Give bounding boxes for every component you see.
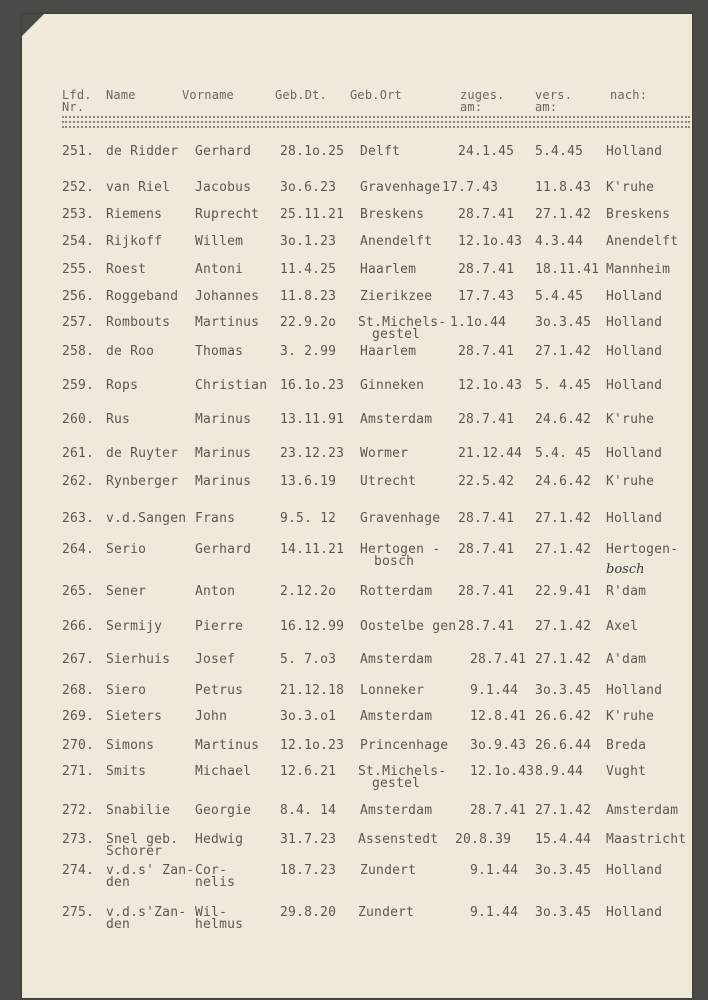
- row-number: 256.: [62, 289, 95, 304]
- row-vorname: nelis: [195, 875, 236, 890]
- row-number: 258.: [62, 344, 95, 359]
- row-destination: Breskens: [606, 207, 671, 222]
- header-zuges: zuges.: [460, 88, 505, 102]
- row-number: 275.: [62, 905, 95, 920]
- row-birth-date: 3o.3.o1: [280, 709, 337, 724]
- row-vorname: helmus: [195, 917, 244, 932]
- row-transferred: 27.1.42: [535, 344, 592, 359]
- row-transferred: 27.1.42: [535, 652, 592, 667]
- row-name: Schorer: [106, 844, 163, 859]
- row-transferred: 15.4.44: [535, 832, 592, 847]
- row-arrived: 20.8.39: [455, 832, 512, 847]
- row-destination: Holland: [606, 144, 663, 159]
- row-name: v.d.s' Zan-: [106, 863, 195, 878]
- header-name: Name: [106, 88, 136, 102]
- row-arrived: 22.5.42: [458, 474, 515, 489]
- row-number: 257.: [62, 315, 95, 330]
- row-transferred: 5.4. 45: [535, 446, 592, 461]
- row-arrived: 1.1o.44: [450, 315, 507, 330]
- row-destination: K'ruhe: [606, 180, 655, 195]
- row-arrived: 9.1.44: [470, 905, 519, 920]
- row-destination: Mannheim: [606, 262, 671, 277]
- row-vorname: Hedwig: [195, 832, 244, 847]
- row-destination: Breda: [606, 738, 647, 753]
- row-name: v.d.Sangen: [106, 511, 187, 526]
- row-arrived: 9.1.44: [470, 683, 519, 698]
- row-birth-place: Breskens: [360, 207, 425, 222]
- row-arrived: 3o.9.43: [470, 738, 527, 753]
- row-transferred: 26.6.44: [535, 738, 592, 753]
- row-birth-place: Amsterdam: [360, 803, 433, 818]
- row-destination: Vught: [606, 764, 647, 779]
- row-birth-date: 14.11.21: [280, 542, 345, 557]
- row-transferred: 27.1.42: [535, 511, 592, 526]
- row-birth-date: 3o.6.23: [280, 180, 337, 195]
- row-birth-date: 22.9.2o: [280, 315, 337, 330]
- row-arrived: 28.7.41: [458, 542, 515, 557]
- folded-corner: [22, 14, 44, 36]
- row-transferred: 3o.3.45: [535, 683, 592, 698]
- row-name: Rijkoff: [106, 234, 163, 249]
- row-birth-place: gestel: [372, 327, 421, 342]
- row-vorname: Josef: [195, 652, 236, 667]
- row-birth-place: Amsterdam: [360, 709, 433, 724]
- row-destination: A'dam: [606, 652, 647, 667]
- row-transferred: 27.1.42: [535, 803, 592, 818]
- row-destination: Holland: [606, 344, 663, 359]
- row-transferred: 4.3.44: [535, 234, 584, 249]
- header-vorname: Vorname: [182, 88, 234, 102]
- row-arrived: 28.7.41: [458, 619, 515, 634]
- row-number: 253.: [62, 207, 95, 222]
- header-lfd: Lfd.: [62, 88, 92, 102]
- row-destination: Holland: [606, 863, 663, 878]
- row-destination: Holland: [606, 683, 663, 698]
- row-birth-date: 8.4. 14: [280, 803, 337, 818]
- row-birth-date: 31.7.23: [280, 832, 337, 847]
- row-vorname: Martinus: [195, 315, 260, 330]
- row-birth-date: 16.12.99: [280, 619, 345, 634]
- row-number: 274.: [62, 863, 95, 878]
- row-transferred: 11.8.43: [535, 180, 592, 195]
- row-name: Siero: [106, 683, 147, 698]
- row-birth-date: 9.5. 12: [280, 511, 337, 526]
- row-number: 267.: [62, 652, 95, 667]
- row-number: 272.: [62, 803, 95, 818]
- row-name: v.d.s'Zan-: [106, 905, 187, 920]
- row-name: Snel geb.: [106, 832, 179, 847]
- row-birth-place: bosch: [374, 554, 415, 569]
- row-transferred: 24.6.42: [535, 412, 592, 427]
- row-birth-date: 18.7.23: [280, 863, 337, 878]
- row-number: 254.: [62, 234, 95, 249]
- row-destination: Holland: [606, 378, 663, 393]
- row-transferred: 27.1.42: [535, 542, 592, 557]
- row-arrived: 24.1.45: [458, 144, 515, 159]
- row-birth-date: 28.1o.25: [280, 144, 345, 159]
- row-vorname: Marinus: [195, 412, 252, 427]
- row-transferred: 22.9.41: [535, 584, 592, 599]
- row-birth-place: Haarlem: [360, 262, 417, 277]
- row-name: Serio: [106, 542, 147, 557]
- row-destination: R'dam: [606, 584, 647, 599]
- row-destination: Axel: [606, 619, 639, 634]
- row-transferred: 5. 4.45: [535, 378, 592, 393]
- row-number: 263.: [62, 511, 95, 526]
- row-birth-place: St.Michels-: [358, 764, 447, 779]
- row-arrived: 12.1o.43: [458, 234, 523, 249]
- row-name: Rops: [106, 378, 139, 393]
- row-birth-place: Oostelbe gen: [360, 619, 457, 634]
- row-number: 252.: [62, 180, 95, 195]
- row-vorname: Gerhard: [195, 144, 252, 159]
- row-number: 273.: [62, 832, 95, 847]
- row-birth-place: Zierikzee: [360, 289, 433, 304]
- row-birth-place: Utrecht: [360, 474, 417, 489]
- row-destination: Holland: [606, 905, 663, 920]
- row-number: 268.: [62, 683, 95, 698]
- row-arrived: 12.1o.43: [470, 764, 535, 779]
- row-destination: Maastricht: [606, 832, 687, 847]
- row-vorname: Pierre: [195, 619, 244, 634]
- row-arrived: 12.1o.43: [458, 378, 523, 393]
- row-transferred: 5.4.45: [535, 289, 584, 304]
- row-birth-place: Rotterdam: [360, 584, 433, 599]
- row-name: de Roo: [106, 344, 155, 359]
- row-vorname: Michael: [195, 764, 252, 779]
- row-arrived: 28.7.41: [458, 511, 515, 526]
- row-transferred: 27.1.42: [535, 619, 592, 634]
- row-birth-place: Amsterdam: [360, 652, 433, 667]
- row-vorname: Petrus: [195, 683, 244, 698]
- row-name: den: [106, 917, 131, 932]
- row-number: 269.: [62, 709, 95, 724]
- row-vorname: John: [195, 709, 228, 724]
- row-arrived: 17.7.43: [458, 289, 515, 304]
- row-arrived: 12.8.41: [470, 709, 527, 724]
- row-vorname: Jacobus: [195, 180, 252, 195]
- row-vorname: Willem: [195, 234, 244, 249]
- row-destination: K'ruhe: [606, 474, 655, 489]
- row-birth-date: 21.12.18: [280, 683, 345, 698]
- row-name: de Ridder: [106, 144, 179, 159]
- row-number: 251.: [62, 144, 95, 159]
- row-destination: Holland: [606, 289, 663, 304]
- row-number: 264.: [62, 542, 95, 557]
- row-birth-place: Zundert: [360, 863, 417, 878]
- row-arrived: 9.1.44: [470, 863, 519, 878]
- handwritten-note: bosch: [606, 562, 645, 577]
- row-number: 255.: [62, 262, 95, 277]
- row-birth-date: 2.12.2o: [280, 584, 337, 599]
- row-arrived: 28.7.41: [458, 344, 515, 359]
- row-vorname: Marinus: [195, 474, 252, 489]
- row-vorname: Georgie: [195, 803, 252, 818]
- row-name: Riemens: [106, 207, 163, 222]
- row-arrived: 28.7.41: [458, 262, 515, 277]
- row-transferred: 3o.3.45: [535, 905, 592, 920]
- row-vorname: Wil-: [195, 905, 228, 920]
- row-transferred: 24.6.42: [535, 474, 592, 489]
- row-destination: Anendelft: [606, 234, 679, 249]
- row-destination: K'ruhe: [606, 709, 655, 724]
- row-number: 259.: [62, 378, 95, 393]
- row-arrived: 28.7.41: [458, 584, 515, 599]
- row-arrived: 28.7.41: [458, 412, 515, 427]
- row-birth-place: Gravenhage: [360, 511, 441, 526]
- header-rule: [62, 126, 690, 128]
- row-arrived: 28.7.41: [458, 207, 515, 222]
- row-birth-place: Wormer: [360, 446, 409, 461]
- row-birth-place: Princenhage: [360, 738, 449, 753]
- row-name: Rynberger: [106, 474, 179, 489]
- row-vorname: Thomas: [195, 344, 244, 359]
- row-transferred: 3o.3.45: [535, 863, 592, 878]
- row-destination: Hertogen-: [606, 542, 679, 557]
- row-destination: Holland: [606, 511, 663, 526]
- row-number: 265.: [62, 584, 95, 599]
- row-destination: K'ruhe: [606, 412, 655, 427]
- row-number: 260.: [62, 412, 95, 427]
- header-vers: vers.: [535, 88, 573, 102]
- row-name: Sermijy: [106, 619, 163, 634]
- row-birth-place: Amsterdam: [360, 412, 433, 427]
- header-geb-dt: Geb.Dt.: [275, 88, 327, 102]
- row-vorname: Ruprecht: [195, 207, 260, 222]
- row-name: Roest: [106, 262, 147, 277]
- header-rule: [62, 116, 690, 118]
- row-name: Rus: [106, 412, 131, 427]
- row-vorname: Martinus: [195, 738, 260, 753]
- row-birth-place: Anendelft: [360, 234, 433, 249]
- row-transferred: 8.9.44: [535, 764, 584, 779]
- row-birth-date: 23.12.23: [280, 446, 345, 461]
- row-vorname: Gerhard: [195, 542, 252, 557]
- row-transferred: 26.6.42: [535, 709, 592, 724]
- row-birth-date: 13.11.91: [280, 412, 345, 427]
- row-birth-date: 3. 2.99: [280, 344, 337, 359]
- row-name: Rombouts: [106, 315, 171, 330]
- row-birth-place: Gravenhage: [360, 180, 441, 195]
- row-name: Sieters: [106, 709, 163, 724]
- row-vorname: Christian: [195, 378, 268, 393]
- row-birth-place: gestel: [372, 776, 421, 791]
- row-destination: Holland: [606, 446, 663, 461]
- row-arrived: 21.12.44: [458, 446, 523, 461]
- row-transferred: 18.11.41: [535, 262, 600, 277]
- row-number: 271.: [62, 764, 95, 779]
- row-name: Sierhuis: [106, 652, 171, 667]
- row-birth-date: 13.6.19: [280, 474, 337, 489]
- row-name: van Riel: [106, 180, 171, 195]
- header-rule: [62, 121, 690, 123]
- row-name: den: [106, 875, 131, 890]
- row-transferred: 27.1.42: [535, 207, 592, 222]
- row-name: Snabilie: [106, 803, 171, 818]
- row-birth-place: Zundert: [358, 905, 415, 920]
- row-vorname: Marinus: [195, 446, 252, 461]
- row-arrived: 28.7.41: [470, 652, 527, 667]
- header-nach: nach:: [610, 88, 648, 102]
- row-birth-date: 25.11.21: [280, 207, 345, 222]
- row-birth-place: Lonneker: [360, 683, 425, 698]
- row-number: 270.: [62, 738, 95, 753]
- row-birth-date: 11.8.23: [280, 289, 337, 304]
- row-birth-place: St.Michels-: [358, 315, 447, 330]
- row-birth-date: 5. 7.o3: [280, 652, 337, 667]
- row-name: de Ruyter: [106, 446, 179, 461]
- row-name: Smits: [106, 764, 147, 779]
- row-transferred: 5.4.45: [535, 144, 584, 159]
- header-geb-ort: Geb.Ort: [350, 88, 402, 102]
- row-destination: Amsterdam: [606, 803, 679, 818]
- row-name: Sener: [106, 584, 147, 599]
- row-transferred: 3o.3.45: [535, 315, 592, 330]
- row-birth-place: Delft: [360, 144, 401, 159]
- row-birth-date: 12.6.21: [280, 764, 337, 779]
- row-vorname: Johannes: [195, 289, 260, 304]
- header-nr: Nr.: [62, 100, 85, 114]
- row-birth-place: Ginneken: [360, 378, 425, 393]
- row-vorname: Cor-: [195, 863, 228, 878]
- header-vers-am: am:: [535, 100, 558, 114]
- row-birth-place: Haarlem: [360, 344, 417, 359]
- row-name: Simons: [106, 738, 155, 753]
- row-vorname: Anton: [195, 584, 236, 599]
- row-birth-place: Assenstedt: [358, 832, 439, 847]
- row-arrived: 17.7.43: [442, 180, 499, 195]
- row-number: 261.: [62, 446, 95, 461]
- row-birth-date: 11.4.25: [280, 262, 337, 277]
- row-birth-date: 16.1o.23: [280, 378, 345, 393]
- row-name: Roggeband: [106, 289, 179, 304]
- row-vorname: Frans: [195, 511, 236, 526]
- row-birth-place: Hertogen -: [360, 542, 441, 557]
- row-birth-date: 3o.1.23: [280, 234, 337, 249]
- row-number: 262.: [62, 474, 95, 489]
- row-number: 266.: [62, 619, 95, 634]
- row-birth-date: 29.8.20: [280, 905, 337, 920]
- row-birth-date: 12.1o.23: [280, 738, 345, 753]
- header-zuges-am: am:: [460, 100, 483, 114]
- row-destination: Holland: [606, 315, 663, 330]
- row-arrived: 28.7.41: [470, 803, 527, 818]
- row-vorname: Antoni: [195, 262, 244, 277]
